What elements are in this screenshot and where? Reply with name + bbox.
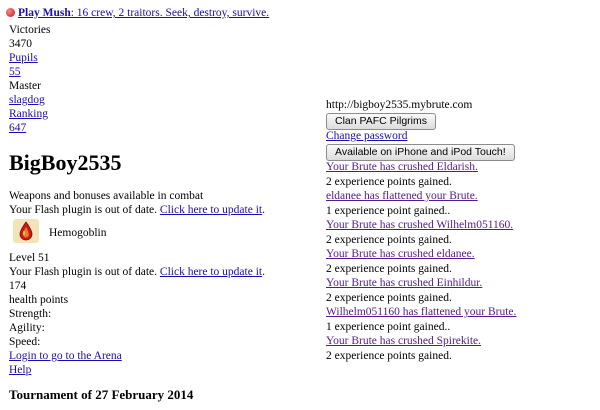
experience-text: 2 experience points gained. [326,291,452,304]
flash-warning-2 [9,265,265,279]
flash-update-link-2[interactable]: Click here to update it [159,266,263,278]
iphone-button[interactable]: Available on iPhone and iPod Touch! [326,144,515,161]
level-text: Level 51 [9,252,50,264]
experience-text: 2 experience points gained. [326,349,452,362]
health-label: health points [9,294,69,306]
ranking-link[interactable]: Ranking [9,108,48,120]
tournament-heading: Tournament of 27 February 2014 [9,387,194,402]
weapons-caption: Weapons and bonuses available in combat [9,190,204,202]
master-label: Master [9,80,41,92]
master-link[interactable]: slagdog [9,94,45,106]
health-value: 174 [9,280,27,292]
fight-log-link[interactable]: Your Brute has crushed Spirekite. [326,335,482,347]
clan-button[interactable]: Clan PAFC Pilgrims [326,113,436,130]
pupils-link[interactable]: Pupils [9,52,38,64]
speed-label: Speed: [9,336,41,348]
log-entry [326,247,475,261]
login-arena-link[interactable]: Login to go to the Arena [9,350,122,362]
fight-log-link[interactable]: Your Brute has crushed Einhildur. [326,277,483,289]
log-entry [326,189,478,203]
experience-text: 1 experience point gained.. [326,204,451,217]
mush-tagline-link[interactable]: : 16 crew, 2 traitors. Seek, destroy, survive. [70,7,270,19]
mush-icon [6,8,15,17]
change-password-link[interactable]: Change password [326,130,408,142]
flash-period-2: . [262,266,265,278]
flash-update-link[interactable]: Click here to update it [159,204,263,216]
promo-banner [6,6,269,20]
log-entry [326,160,478,174]
fight-log-link[interactable]: Wilhelm051160 has flattened your Brute. [326,306,517,318]
experience-text: 2 experience points gained. [326,233,452,246]
weapon-slot [13,219,39,243]
fight-log-link[interactable]: Your Brute has crushed Eldarish. [326,161,478,173]
strength-label: Strength: [9,308,52,320]
flash-warning-text-2: Your Flash plugin is out of date. [9,266,160,278]
experience-text: 2 experience points gained. [326,262,452,275]
flash-warning [9,203,265,217]
experience-text: 2 experience points gained. [326,175,452,188]
agility-label: Agility: [9,322,45,334]
log-entry [326,276,482,290]
flash-warning-text: Your Flash plugin is out of date. [9,204,160,216]
brute-url: http://bigboy2535.mybrute.com [326,99,473,111]
weapon-name: Hemogoblin [49,227,107,239]
play-mush-link[interactable]: Play Mush [18,7,71,19]
fight-log-link[interactable]: eldanee has flattened your Brute. [326,190,478,202]
fight-log-link[interactable]: Your Brute has crushed eldanee. [326,248,475,260]
experience-text: 1 experience point gained.. [326,320,451,333]
help-link[interactable]: Help [9,364,32,376]
ranking-value-link[interactable]: 647 [9,122,27,134]
log-entry [326,305,516,319]
victories-label: Victories [9,24,51,36]
victories-value: 3470 [9,38,32,50]
log-entry [326,334,481,348]
brute-name: BigBoy2535 [9,150,122,175]
fight-log-link[interactable]: Your Brute has crushed Wilhelm051160. [326,219,514,231]
log-entry [326,218,513,232]
blood-drop-icon [18,221,34,241]
flash-period: . [262,204,265,216]
pupils-count-link[interactable]: 55 [9,66,21,78]
